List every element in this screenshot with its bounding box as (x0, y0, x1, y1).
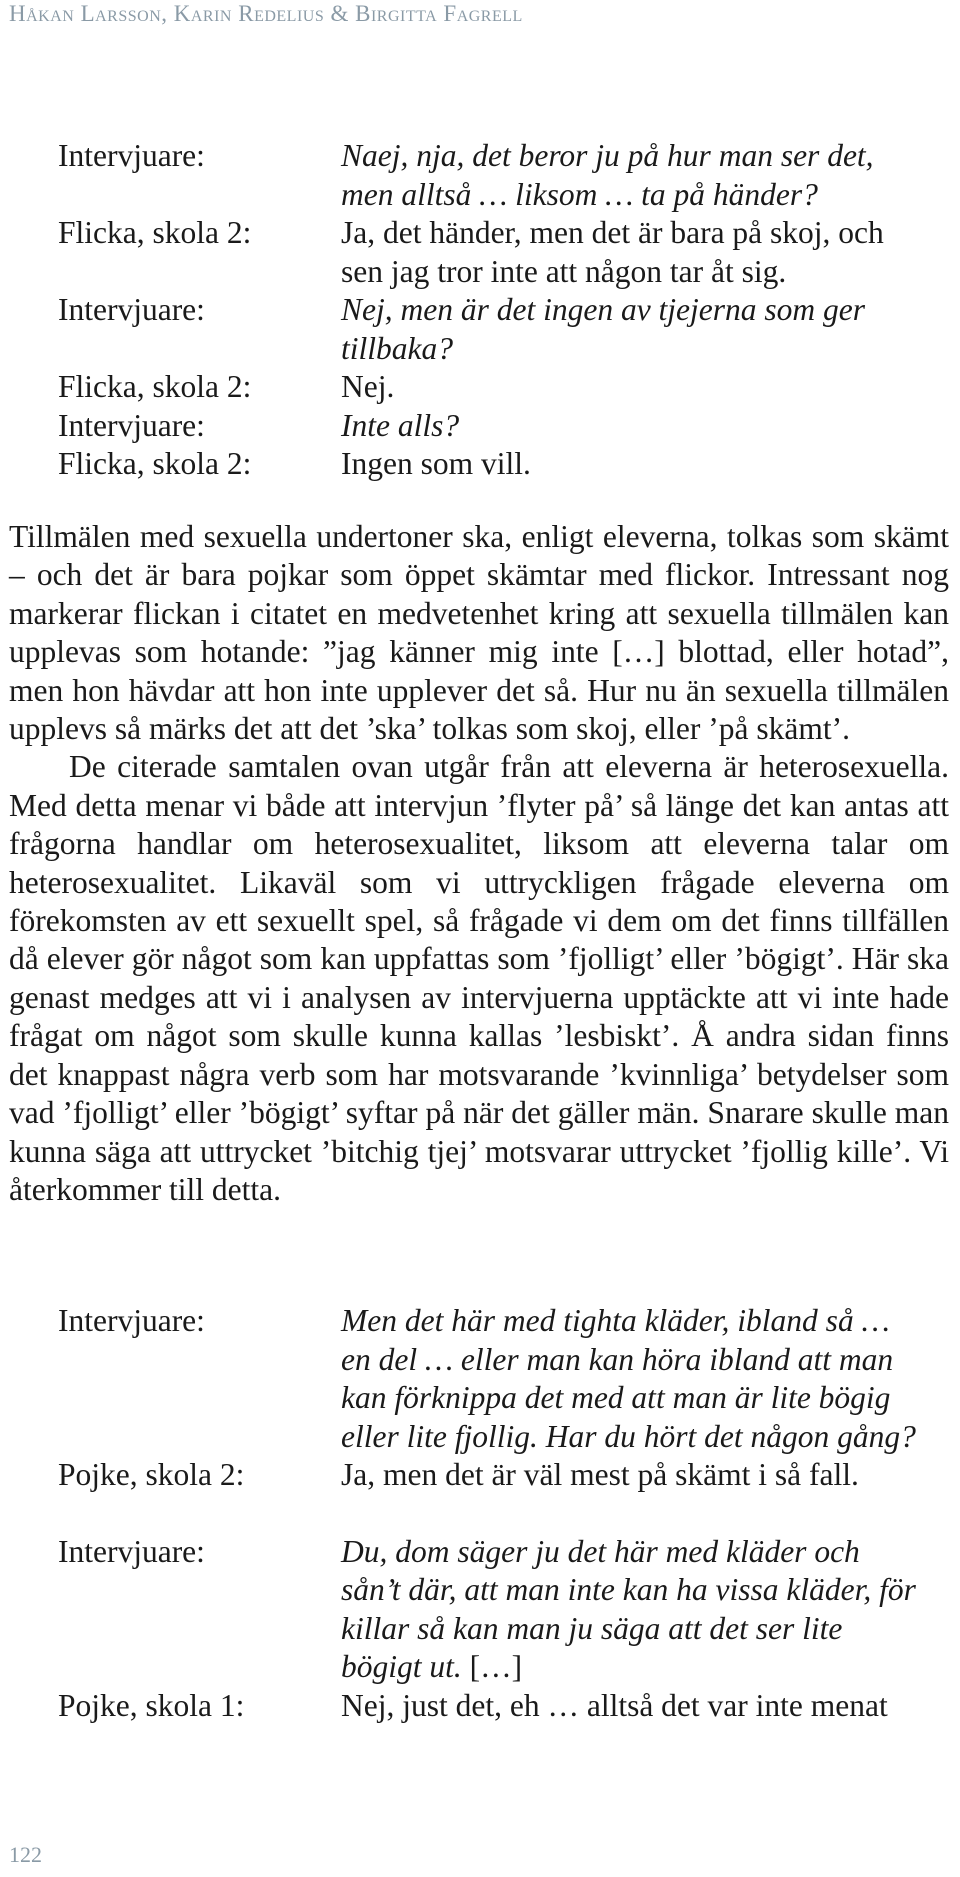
utterance: Ja, men det är väl mest på skämt i så fall. (341, 1457, 859, 1492)
utterance: Ingen som vill. (341, 446, 531, 481)
speaker-label: Intervjuare: (58, 292, 205, 327)
speaker-label: Pojke, skola 2: (58, 1457, 245, 1492)
utterance: Nej, just det, eh … alltså det var inte menat (341, 1687, 888, 1723)
speaker-label: Intervjuare: (58, 138, 205, 173)
utterance: Ja, det händer, men det är bara på skoj, och sen jag tror inte att någon tar åt sig. (341, 215, 884, 289)
utterance: Naej, nja, det beror ju på hur man ser det, men alltså … liksom … ta på händer? (341, 138, 874, 212)
speaker-label: Pojke, skola 1: (58, 1687, 245, 1723)
interview-excerpt-1 (58, 137, 918, 484)
speaker-label: Intervjuare: (58, 1303, 205, 1338)
page-number: 122 (9, 1842, 42, 1867)
paragraph: Tillmälen med sexuella undertoner ska, enligt eleverna, tolkas som skämt – och det är bara pojkar som öppet skämtar med flickor. Intressant nog markerar flickan i citatet en medvetenhet kring att sexuella tillmälen kan upplevas som hotande: ”jag känner mig inte […] blottad, eller hotad”, men hon hävdar att hon inte upplever det så. Hur nu än sexuella tillmälen upplevs så märks det att det ’ska’ tolkas som skoj, eller ’på skämt’. (9, 519, 949, 747)
speaker-label: Flicka, skola 2: (58, 369, 252, 404)
dialogue-turn (58, 214, 918, 291)
dialogue-turn (58, 368, 918, 407)
dialogue-turn (58, 1533, 918, 1687)
dialogue-turn (58, 137, 918, 214)
running-head: Håkan Larsson, Karin Redelius & Birgitta Fagrell (9, 1, 523, 26)
utterance: Men det här med tighta kläder, ibland så … en del … eller man kan höra ibland att man kan förknippa det med att man är lite bögig eller lite fjollig. Har du hört det någon gång? (341, 1303, 916, 1454)
utterance-italic: Du, dom säger ju det här med kläder och sån’t där, att man inte kan ha vissa kläder, för killar så kan man ju säga att det ser lite bögigt ut. (341, 1533, 916, 1684)
utterance: Inte alls? (341, 407, 460, 443)
dialogue-turn (58, 1456, 918, 1495)
speaker-label: Flicka, skola 2: (58, 446, 252, 481)
utterance: Nej. (341, 369, 395, 404)
speaker-label: Intervjuare: (58, 407, 205, 443)
speaker-label: Intervjuare: (58, 1533, 205, 1569)
interview-excerpt-2 (58, 1302, 918, 1725)
utterance (341, 1533, 918, 1687)
utterance-trailing: […] (461, 1649, 523, 1684)
dialogue-turn (58, 407, 918, 446)
dialogue-turn (58, 445, 918, 484)
dialogue-turn (58, 1687, 918, 1726)
paragraph: De citerade samtalen ovan utgår från att eleverna är heterosexuella. Med detta menar vi både att intervjun ’flyter på’ så länge det kan antas att frågorna handlar om heterosexualitet, liksom att eleverna talar om heterosexualitet. Likaväl som vi uttryckligen frågade eleverna om förekomsten av ett sexuellt spel, så frågade vi dem om det finns tillfällen då elever gör något som kan uppfattas som ’fjolligt’ eller ’bögigt’. Här ska genast medges att vi i analysen av intervjuerna upptäckte att vi inte hade frågat om något som skulle kunna kallas ’lesbiskt’. Å andra sidan finns det knappast några verb som har motsvarande ’kvinnliga’ betydelser som vad ’fjolligt’ eller ’bögigt’ syftar på när det gäller män. Snarare skulle man kunna säga att uttrycket ’bitchig tjej’ motsvarar uttrycket ’fjollig kille’. Vi återkommer till detta. (9, 749, 949, 1207)
dialogue-turn (58, 1302, 918, 1456)
body-text (9, 518, 949, 1209)
utterance: Nej, men är det ingen av tjejerna som ger tillbaka? (341, 292, 866, 366)
speaker-label: Flicka, skola 2: (58, 215, 252, 250)
dialogue-turn (58, 291, 918, 368)
